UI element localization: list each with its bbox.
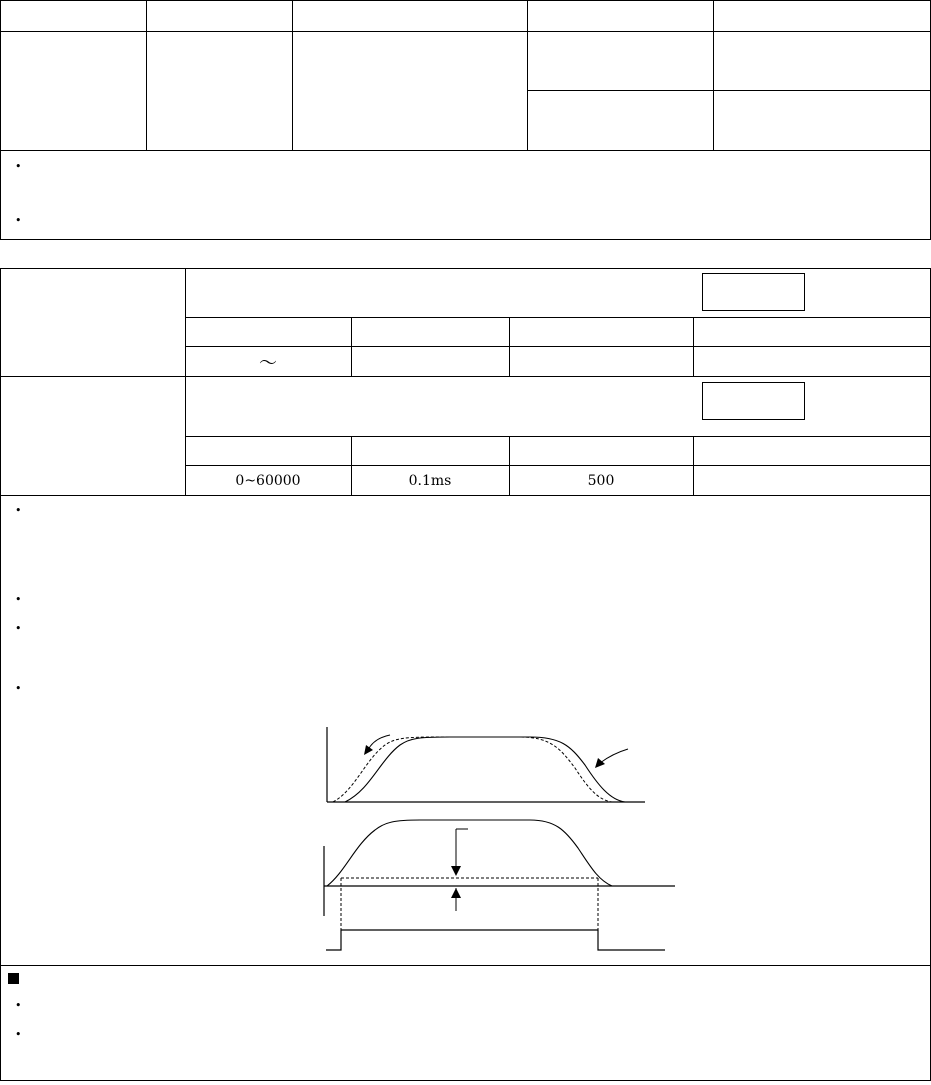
note-bullet: • (15, 622, 22, 635)
param-2-range: 0~60000 (235, 472, 301, 489)
measure-arrow-up (451, 888, 461, 898)
note-bullet: • (15, 593, 22, 606)
measure-arrow-down (451, 866, 461, 876)
left-curved-arrow (368, 735, 390, 750)
command-speed-curve (333, 737, 612, 802)
note-bullet: • (15, 999, 22, 1012)
param-2-unit: 0.1ms (408, 472, 452, 489)
note-bullet: • (15, 682, 22, 695)
actual-speed-curve (345, 737, 625, 802)
output-signal-pulse (326, 930, 665, 950)
right-curved-arrow (600, 749, 628, 763)
note-bullet: • (15, 504, 22, 517)
param-2-default: 500 (587, 472, 615, 489)
right-arrow-head (595, 758, 605, 768)
param-1-range: ～ (259, 352, 277, 374)
section-marker-icon (8, 973, 19, 984)
note-bullet: • (15, 214, 22, 227)
note-bullet: • (15, 1028, 22, 1041)
notes-divider (0, 965, 931, 966)
left-arrow-head (364, 745, 373, 755)
note-bullet: • (15, 160, 22, 173)
speed-response-curve (327, 820, 612, 886)
